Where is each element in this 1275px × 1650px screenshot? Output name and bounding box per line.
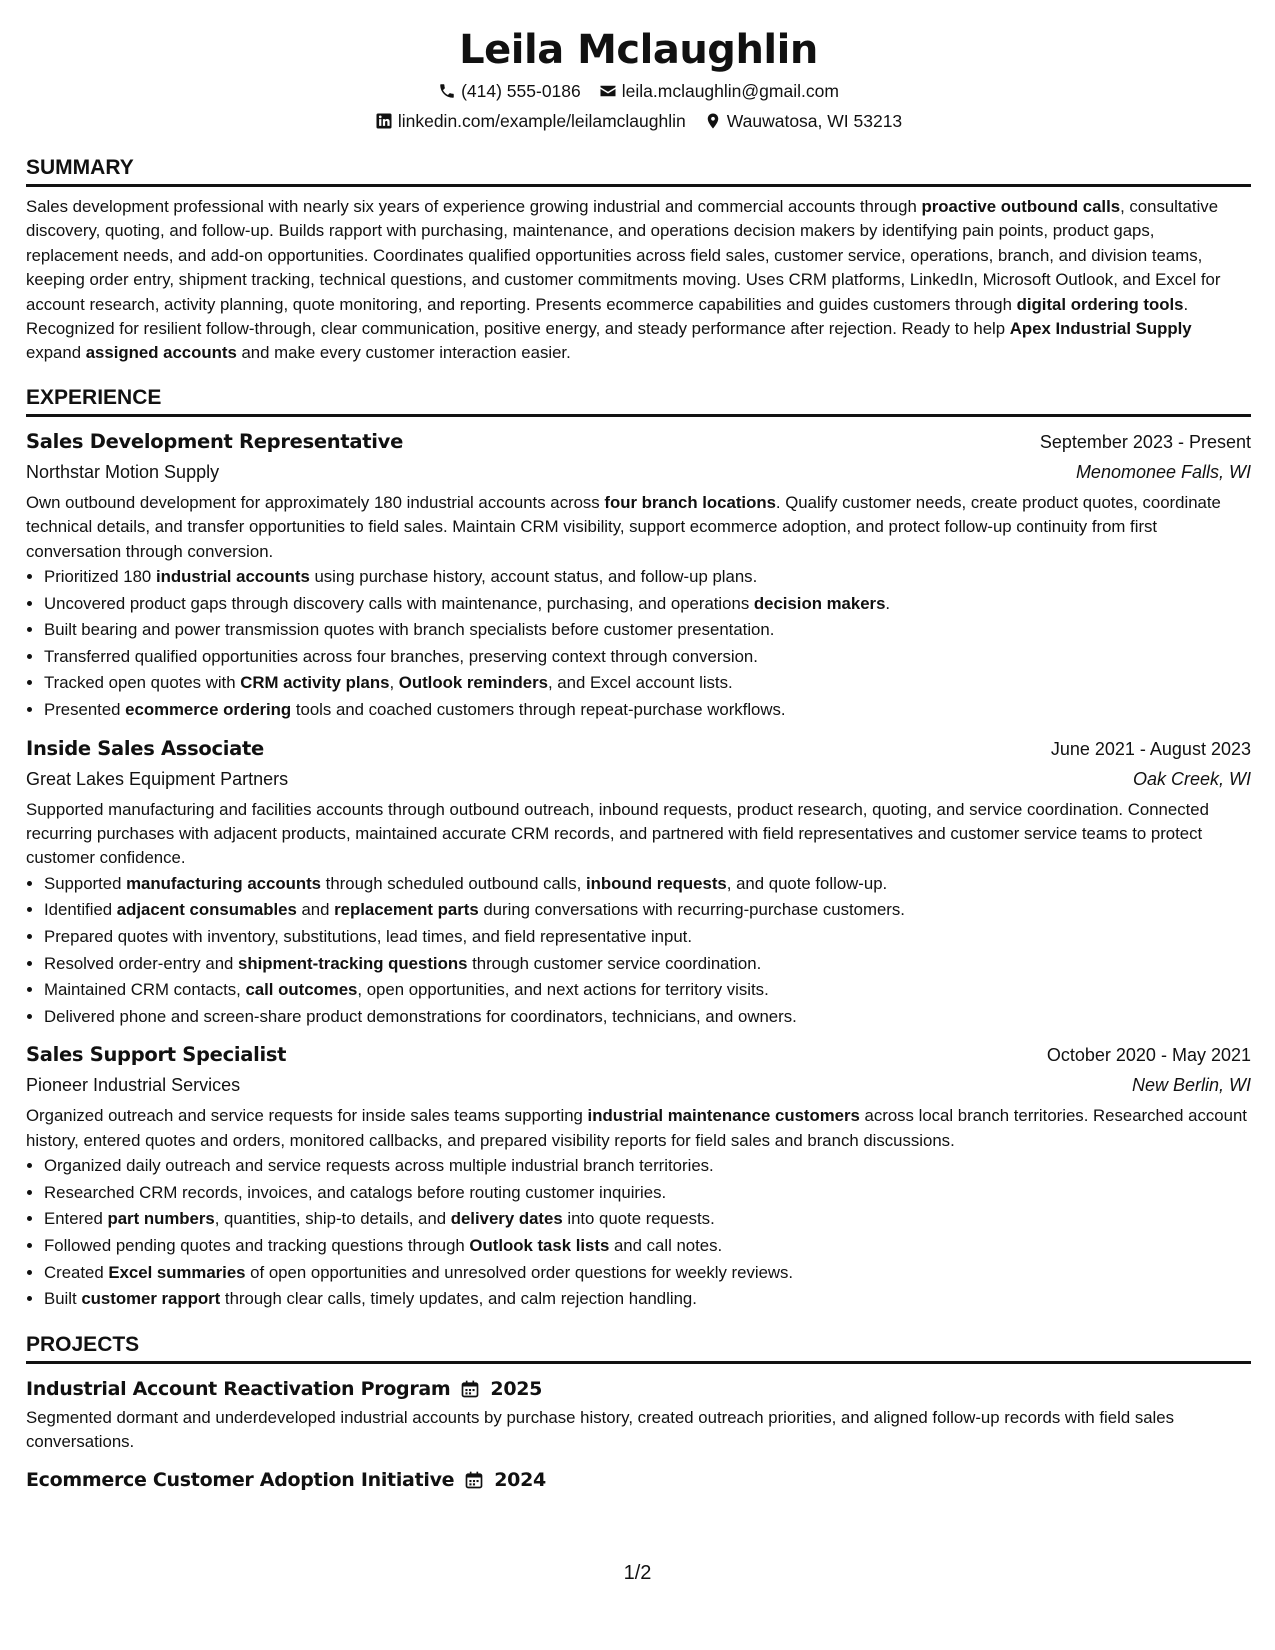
job-dates: June 2021 - August 2023 <box>1050 738 1251 759</box>
job-bullets <box>26 564 1251 724</box>
page-number: 1/2 <box>623 1562 652 1584</box>
text-run: Supported manufacturing and facilities accounts through outbound outreach, inbound requests, product research, quoting, and service coordination. Connected recurring purchases with adjacent products, maintained accurate CRM records, and partnered with field representatives and customer service teams to protect customer confidence. <box>26 799 1209 868</box>
text-run: Followed pending quotes and tracking questions through <box>44 1236 470 1255</box>
job-title: Inside Sales Associate <box>26 736 264 760</box>
contact-line-2 <box>26 106 1251 136</box>
text-run: Identified <box>44 900 117 920</box>
bold-text: adjacent consumables <box>116 900 297 920</box>
bullet-item <box>44 1180 1251 1207</box>
bullet-item <box>44 1206 1251 1233</box>
text-run: . <box>885 593 891 613</box>
project-title: Ecommerce Customer Adoption Initiative <box>26 1468 455 1491</box>
bold-text: CRM activity plans <box>240 673 390 693</box>
bullet-item <box>44 697 1251 724</box>
phone-contact <box>438 76 581 106</box>
text-run: Organized daily outreach and service requests across multiple industrial branch territories. <box>44 1156 714 1176</box>
bold-text: delivery dates <box>450 1209 563 1229</box>
bold-text: part numbers <box>107 1209 215 1229</box>
text-run: Prioritized 180 <box>44 567 156 587</box>
text-run: , consultative discovery, quoting, and follow-up. Builds rapport with purchasing, maintenance, and operations decision makers by identifying pain points, product gaps, replacement needs, and add-on opportunities. Coordinates qualified opportunities across field sales, customer service, operations, branch, and division teams, keeping order entry, shipment tracking, technical questions, and customer commitments moving. Uses CRM platforms, LinkedIn, Microsoft Outlook, and Excel for account research, activity planning, quote monitoring, and reporting. Presents ecommerce capabilities and guides customers through <box>26 197 1221 314</box>
text-run: , and Excel account lists. <box>547 673 733 693</box>
project-year: 2024 <box>494 1468 546 1491</box>
bold-text: four branch locations <box>604 492 776 512</box>
bullet-item <box>44 1233 1251 1260</box>
candidate-name: Leila Mclaughlin <box>459 27 818 73</box>
text-run: expand <box>26 343 86 363</box>
text-run: , open opportunities, and next actions for territory visits. <box>357 980 769 1000</box>
phone-text: (414) 555-0186 <box>461 81 581 101</box>
text-run: Built bearing and power transmission quotes with branch specialists before customer presentation. <box>44 620 775 640</box>
project-header <box>26 1374 1251 1404</box>
bullet-item <box>44 924 1251 951</box>
bold-text: proactive outbound calls <box>921 197 1121 216</box>
projects-heading: PROJECTS <box>26 1331 1251 1364</box>
bullet-item <box>44 1286 1251 1313</box>
bold-text: manufacturing accounts <box>126 873 321 893</box>
text-run: Organized outreach and service requests for inside sales teams supporting <box>26 1106 588 1126</box>
envelope-icon <box>599 82 617 100</box>
projects-list <box>26 1374 1251 1495</box>
linkedin-text[interactable]: linkedin.com/example/leilamclaughlin <box>397 111 686 131</box>
experience-heading: EXPERIENCE <box>26 384 1251 417</box>
job-subheader <box>26 764 1251 794</box>
text-run: , and quote follow-up. <box>726 873 888 893</box>
bullet-item <box>44 617 1251 644</box>
bold-text: digital ordering tools <box>1016 294 1184 314</box>
location-contact <box>704 106 902 136</box>
bold-text: ecommerce ordering <box>125 700 292 720</box>
job-entry <box>26 427 1251 724</box>
email-contact[interactable] <box>599 76 839 106</box>
location-text: Wauwatosa, WI 53213 <box>726 111 903 131</box>
bullet-item <box>44 871 1251 898</box>
project-entry <box>26 1374 1251 1455</box>
project-description: Segmented dormant and underdeveloped industrial accounts by purchase history, created outreach priorities, and aligned follow-up records with field sales conversations. <box>26 1407 1174 1452</box>
linkedin-icon <box>375 112 393 130</box>
text-run: . Recognized for resilient follow-through, clear communication, positive energy, and steady performance after rejection. Ready to help <box>26 294 1189 339</box>
job-dates: September 2023 - Present <box>1039 431 1251 452</box>
bullet-item <box>44 591 1251 618</box>
calendar-icon <box>460 1379 480 1399</box>
bold-text: Apex Industrial Supply <box>1009 319 1192 339</box>
job-title: Sales Support Specialist <box>26 1043 287 1067</box>
text-run: Resolved order-entry and <box>44 953 239 973</box>
job-description <box>26 1104 1251 1153</box>
bullet-item <box>44 897 1251 924</box>
bullet-item <box>44 1260 1251 1287</box>
bold-text: Excel summaries <box>108 1262 246 1282</box>
project-entry <box>26 1465 1251 1495</box>
bold-text: replacement parts <box>334 900 479 920</box>
bold-text: call outcomes <box>245 980 358 1000</box>
map-pin-icon <box>704 112 722 130</box>
bullet-item <box>44 564 1251 591</box>
project-title: Industrial Account Reactivation Program <box>26 1377 451 1400</box>
text-run: Own outbound development for approximately 180 industrial accounts across <box>26 492 605 512</box>
text-run: , quantities, ship-to details, and <box>214 1209 451 1229</box>
text-run: Maintained CRM contacts, <box>44 980 246 1000</box>
text-run: across local branch territories. Researched account history, entered quotes and orders, monitored callbacks, and prepared visibility reports for field sales and branch discussions. <box>26 1106 1247 1150</box>
bold-text: Outlook task lists <box>469 1236 610 1255</box>
text-run: through customer service coordination. <box>467 953 762 973</box>
text-run: Transferred qualified opportunities across four branches, preserving context through conversion. <box>44 646 758 666</box>
job-bullets <box>26 1153 1251 1313</box>
project-header <box>26 1465 1251 1495</box>
text-run: and call notes. <box>609 1236 723 1255</box>
text-run: and <box>296 900 335 920</box>
bold-text: inbound requests <box>585 873 727 893</box>
bullet-item <box>44 977 1251 1004</box>
project-date-icon <box>464 1470 484 1490</box>
job-dates: October 2020 - May 2021 <box>1046 1045 1251 1066</box>
text-run: Entered <box>44 1209 108 1229</box>
job-entry <box>26 1040 1251 1312</box>
text-run: Researched CRM records, invoices, and catalogs before routing customer inquiries. <box>44 1182 667 1202</box>
company-name: Pioneer Industrial Services <box>26 1075 241 1096</box>
text-run: Tracked open quotes with <box>44 673 241 693</box>
job-description <box>26 491 1251 564</box>
bullet-item <box>44 1153 1251 1180</box>
text-run: . Qualify customer needs, create product quotes, coordinate technical details, and transfer opportunities to field sales. Maintain CRM visibility, support ecommerce adoption, and protect follow-up continuity from first conversation through conversion. <box>26 492 1221 561</box>
job-location: New Berlin, WI <box>1131 1075 1251 1096</box>
text-run: Sales development professional with nearly six years of experience growing industrial and commercial accounts through <box>26 197 922 216</box>
bold-text: industrial accounts <box>155 567 310 587</box>
job-entry <box>26 734 1251 1031</box>
bullet-item <box>44 670 1251 697</box>
text-run: Presented <box>44 700 126 720</box>
text-run: and make every customer interaction easier. <box>236 343 571 363</box>
project-date-icon <box>460 1379 480 1399</box>
job-location: Oak Creek, WI <box>1132 768 1251 789</box>
text-run: of open opportunities and unresolved order questions for weekly reviews. <box>245 1262 794 1282</box>
bold-text: industrial maintenance customers <box>587 1106 860 1126</box>
bold-text: decision makers <box>753 593 886 613</box>
text-run: through scheduled outbound calls, <box>321 873 586 893</box>
job-header <box>26 427 1251 457</box>
text-run: tools and coached customers through repeat-purchase workflows. <box>291 700 786 720</box>
bullet-item <box>44 1004 1251 1031</box>
job-subheader <box>26 457 1251 487</box>
bold-text: Outlook reminders <box>398 673 548 693</box>
phone-icon <box>438 82 456 100</box>
experience-list <box>26 427 1251 1313</box>
bold-text: shipment-tracking questions <box>238 953 468 973</box>
text-run: into quote requests. <box>562 1209 715 1229</box>
bold-text: assigned accounts <box>85 343 237 363</box>
bullet-item <box>44 951 1251 978</box>
text-run: through clear calls, timely updates, and calm rejection handling. <box>220 1289 697 1309</box>
text-run: using purchase history, account status, and follow-up plans. <box>309 567 758 587</box>
calendar-icon <box>464 1470 484 1490</box>
company-name: Northstar Motion Supply <box>26 461 220 482</box>
job-description <box>26 798 1251 871</box>
resume-page <box>26 0 1251 1495</box>
text-run: Uncovered product gaps through discovery calls with maintenance, purchasing, and operations <box>44 593 754 613</box>
text-run: Prepared quotes with inventory, substitutions, lead times, and field representative input. <box>44 927 692 947</box>
contact-line-1 <box>26 76 1251 106</box>
summary-heading: SUMMARY <box>26 154 1251 187</box>
job-subheader <box>26 1070 1251 1100</box>
company-name: Great Lakes Equipment Partners <box>26 768 289 789</box>
email-text[interactable]: leila.mclaughlin@gmail.com <box>621 81 839 101</box>
job-title: Sales Development Representative <box>26 429 404 453</box>
text-run: , <box>389 673 399 693</box>
linkedin-contact[interactable] <box>375 106 686 136</box>
text-run: Supported <box>44 873 127 893</box>
job-header <box>26 734 1251 764</box>
job-bullets <box>26 871 1251 1031</box>
project-year: 2025 <box>490 1377 543 1400</box>
job-location: Menomonee Falls, WI <box>1075 461 1251 482</box>
text-run: Delivered phone and screen-share product demonstrations for coordinators, technicians, and owners. <box>44 1006 797 1026</box>
text-run: Built <box>44 1289 82 1309</box>
summary-text <box>26 195 1251 366</box>
text-run: during conversations with recurring-purchase customers. <box>478 900 905 920</box>
text-run: Created <box>44 1262 109 1282</box>
bold-text: customer rapport <box>81 1289 221 1309</box>
job-header <box>26 1040 1251 1070</box>
bullet-item <box>44 644 1251 671</box>
